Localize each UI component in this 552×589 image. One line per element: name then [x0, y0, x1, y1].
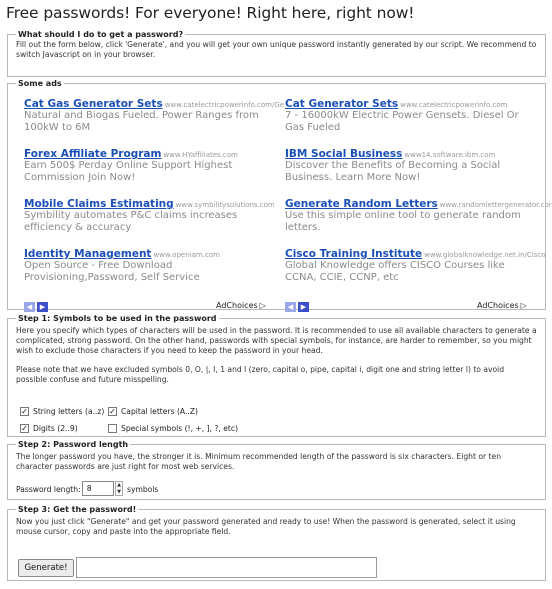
step1-legend: Step 1: Symbols to be used in the password: [18, 314, 217, 323]
step1-section: [7, 314, 546, 437]
digits-checkbox[interactable]: ✓: [21, 424, 28, 433]
ad-item[interactable]: [24, 98, 285, 148]
length-unit: symbols: [127, 485, 159, 494]
ad-url[interactable]: www.globalknowledge.net.in/Cisco: [424, 251, 546, 259]
option-lowercase[interactable]: [20, 407, 104, 416]
ad-description: Open Source - Free Download Provisioning,Password, Self Service: [24, 260, 200, 283]
ad-item[interactable]: [24, 198, 274, 248]
password-length-label: Password length:: [16, 485, 81, 494]
ad-url[interactable]: www14.software.ibm.com: [404, 151, 496, 159]
adchoices-label[interactable]: AdChoices: [477, 301, 519, 310]
ad-url[interactable]: www.randomlettergenerator.cor: [439, 201, 552, 209]
adchoices-icon[interactable]: ▷: [520, 301, 527, 310]
step1-note: Please note that we have excluded symbols 0, O, |, I, 1 and l (zero, capital o, pipe, capital i, digit one and string letter l) to avoid possible confuse and future misspelling.: [16, 365, 505, 384]
option-digits[interactable]: [20, 424, 78, 433]
chevron-right-icon[interactable]: ▶: [37, 302, 48, 312]
intro-legend: What should I do to get a password?: [18, 30, 184, 39]
ad-item[interactable]: [285, 148, 535, 198]
spinner-down-icon[interactable]: ▼: [117, 489, 121, 495]
option-uppercase[interactable]: [108, 407, 198, 416]
ad-item[interactable]: [285, 198, 552, 248]
lowercase-checkbox[interactable]: ✓: [21, 407, 28, 416]
step3-section: [7, 505, 546, 581]
chevron-right-icon[interactable]: ▶: [298, 302, 309, 312]
chevron-left-icon[interactable]: ◀: [285, 302, 296, 312]
ad-item[interactable]: [285, 98, 535, 148]
password-length-input[interactable]: [82, 481, 114, 496]
ad-title-link[interactable]: IBM Social Business: [285, 148, 403, 160]
ad-description: 7 - 16000kW Electric Power Gensets. Diesel Or Gas Fueled: [285, 110, 519, 133]
uppercase-checkbox[interactable]: ✓: [109, 407, 116, 416]
intro-section: [7, 30, 546, 77]
step3-legend: Step 3: Get the password!: [18, 505, 137, 514]
step1-text: Here you specify which types of characters will be used in the password. It is recommended to use all available characters to generate a complicated, strong password. On the other hand, passwords with special symbols, for instance, are harder to remember, so you might wish to exclude those characters if you need to keep the password in your head.: [16, 326, 537, 355]
ad-url[interactable]: www.catelectricpowerinfo.com: [400, 101, 508, 109]
option-special[interactable]: [108, 424, 238, 433]
ad-url[interactable]: www.catelectricpowerinfo.com/Ge: [164, 101, 285, 109]
step2-text: The longer password you have, the stronger it is. Minimum recommended length of the password is six characters. Eight or ten character passwords are just right for most web services.: [16, 452, 502, 471]
ad-description: Earn 500$ Perday Online Support Highest Commission Join Now!: [24, 160, 233, 183]
page-title: Free passwords! For everyone! Right here, right now!: [6, 4, 415, 22]
intro-text: Fill out the form below, click 'Generate', and you will get your own unique password instantly generated by our script. We recommend to switch Javascript on in your browser.: [16, 40, 537, 59]
ad-title-link[interactable]: Generate Random Letters: [285, 198, 438, 210]
ads-column-right: [285, 98, 552, 298]
ad-description: Natural and Biogas Fueled. Power Ranges from 100kW to 6M: [24, 110, 259, 133]
step3-text: Now you just click "Generate" and get your password generated and ready to use! When the password is generated, select it using mouse cursor, copy and paste into the appropriate field.: [16, 517, 516, 536]
ad-title-link[interactable]: Cat Gas Generator Sets: [24, 98, 163, 110]
ad-item[interactable]: [24, 248, 274, 298]
option-label[interactable]: String letters (a..z): [33, 407, 105, 416]
ad-description: Discover the Benefits of Becoming a Social Business. Learn More Now!: [285, 160, 501, 183]
option-label[interactable]: Digits (2..9): [33, 424, 78, 433]
ads-section: [7, 79, 552, 311]
ad-url[interactable]: www.symbilitysolutions.com: [175, 201, 275, 209]
ad-title-link[interactable]: Identity Management: [24, 248, 152, 260]
generate-button[interactable]: Generate!: [18, 559, 74, 577]
ad-description: Global Knowledge offers CISCO Courses like CCNA, CCIE, CCNP, etc: [285, 260, 505, 283]
ad-item[interactable]: [285, 248, 546, 298]
ad-description: Use this simple online tool to generate random letters.: [285, 210, 521, 233]
step2-legend: Step 2: Password length: [18, 440, 129, 449]
length-spinner[interactable]: [115, 481, 123, 496]
spinner-up-icon[interactable]: ▲: [117, 482, 121, 488]
ads-legend: Some ads: [18, 79, 62, 88]
ad-url[interactable]: www.HYaffiliates.com: [163, 151, 238, 159]
ad-description: Symbility automates P&C claims increases efficiency & accuracy: [24, 210, 238, 233]
ad-title-link[interactable]: Forex Affiliate Program: [24, 148, 162, 160]
ad-title-link[interactable]: Cat Generator Sets: [285, 98, 399, 110]
adchoices-link[interactable]: [477, 301, 527, 310]
adchoices-link[interactable]: [216, 301, 266, 310]
chevron-left-icon[interactable]: ◀: [24, 302, 35, 312]
ads-column-left: [24, 98, 285, 298]
special-checkbox[interactable]: [108, 424, 117, 433]
ad-item[interactable]: [24, 148, 274, 198]
option-label[interactable]: Special symbols (!, +, ], ?, etc): [121, 424, 239, 433]
option-label[interactable]: Capital letters (A..Z): [121, 407, 198, 416]
ad-url[interactable]: www.openiam.com: [153, 251, 220, 259]
adchoices-icon[interactable]: ▷: [259, 301, 266, 310]
ad-title-link[interactable]: Cisco Training Institute: [285, 248, 423, 260]
ad-nav-right: [285, 302, 311, 312]
ad-title-link[interactable]: Mobile Claims Estimating: [24, 198, 174, 210]
step2-section: [7, 440, 546, 500]
adchoices-label[interactable]: AdChoices: [216, 301, 258, 310]
ad-nav-left: [24, 302, 50, 312]
password-output-field[interactable]: [76, 557, 377, 578]
